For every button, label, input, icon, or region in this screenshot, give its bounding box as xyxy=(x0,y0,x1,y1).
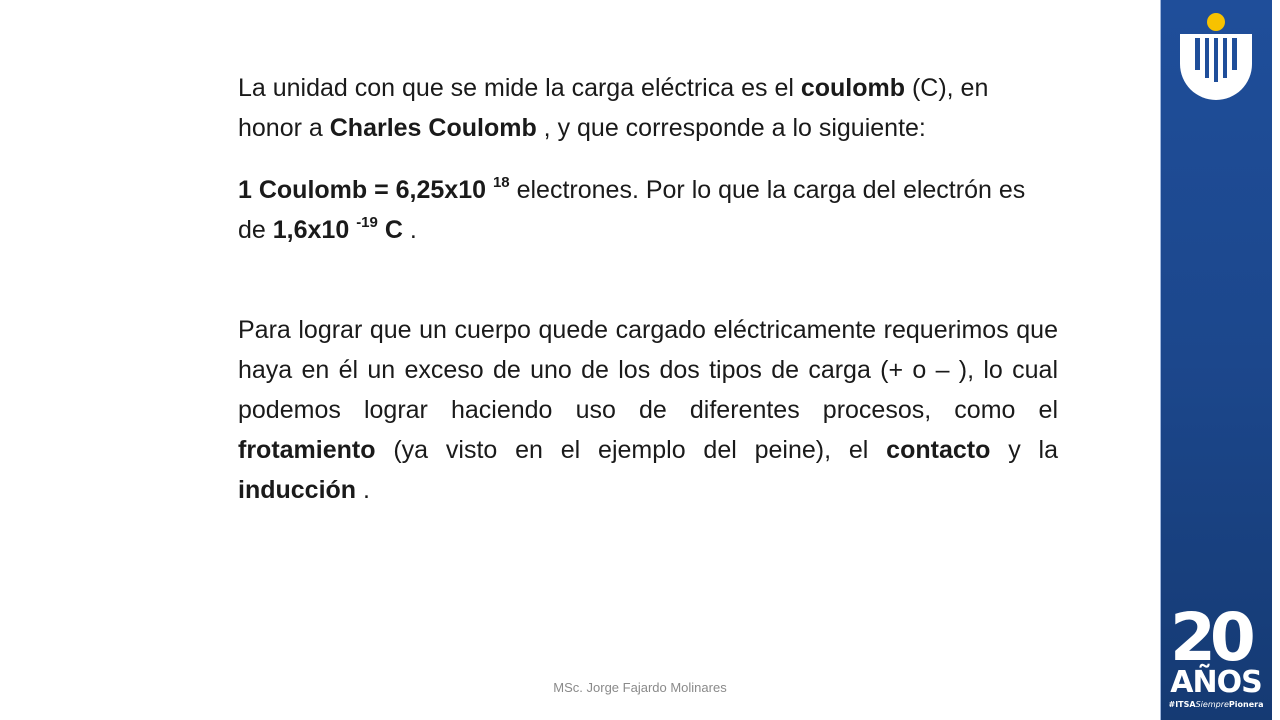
text-run: (ya visto en el ejemplo del peine), el xyxy=(375,436,887,464)
term-induccion: inducción xyxy=(238,476,357,504)
term-contacto: contacto xyxy=(886,436,991,464)
anniversary-badge xyxy=(1160,599,1272,720)
itsa-logo-icon xyxy=(1178,12,1254,109)
name-charles-coulomb: Charles Coulomb xyxy=(329,114,537,142)
exponent-18: 18 xyxy=(492,174,510,191)
text-run: , y que corresponde a lo siguiente: xyxy=(536,114,926,142)
coulomb-value-paragraph xyxy=(238,170,1058,250)
text-run: . xyxy=(402,216,417,244)
text-run: La unidad con que se mide la carga eléctrica es el xyxy=(238,74,801,102)
text-run: electrones. Por lo que la carga del electrón es de xyxy=(238,176,1026,244)
exponent-minus-19: -19 xyxy=(356,214,378,231)
text-run: y la xyxy=(990,436,1058,464)
anniversary-word: AÑOS xyxy=(1170,665,1262,700)
coulomb-equation: 1 Coulomb = 6,25x10 xyxy=(238,176,493,204)
text-run: (C), en honor a xyxy=(238,74,989,142)
slide-content xyxy=(238,68,1058,510)
charge-unit: C xyxy=(377,216,403,244)
slide-footer-author: MSc. Jorge Fajardo Molinares xyxy=(553,680,727,695)
anniversary-hashtag: #ITSASiemprePionera xyxy=(1168,700,1264,709)
text-run: . xyxy=(356,476,370,504)
electron-charge-value: 1,6x10 xyxy=(272,216,357,244)
coulomb-definition-paragraph xyxy=(238,68,1058,148)
anniversary-number: 20 xyxy=(1170,599,1250,676)
term-coulomb: coulomb xyxy=(800,74,906,102)
brand-sidebar xyxy=(1160,0,1272,720)
charging-processes-paragraph xyxy=(238,310,1058,510)
text-run: Para lograr que un cuerpo quede cargado eléctricamente requerimos que haya en él un exceso de uno de los dos tipos de carga (+ o – ), lo cual podemos lograr haciendo uso de diferentes procesos, como el xyxy=(238,316,1058,424)
term-frotamiento: frotamiento xyxy=(238,436,376,464)
